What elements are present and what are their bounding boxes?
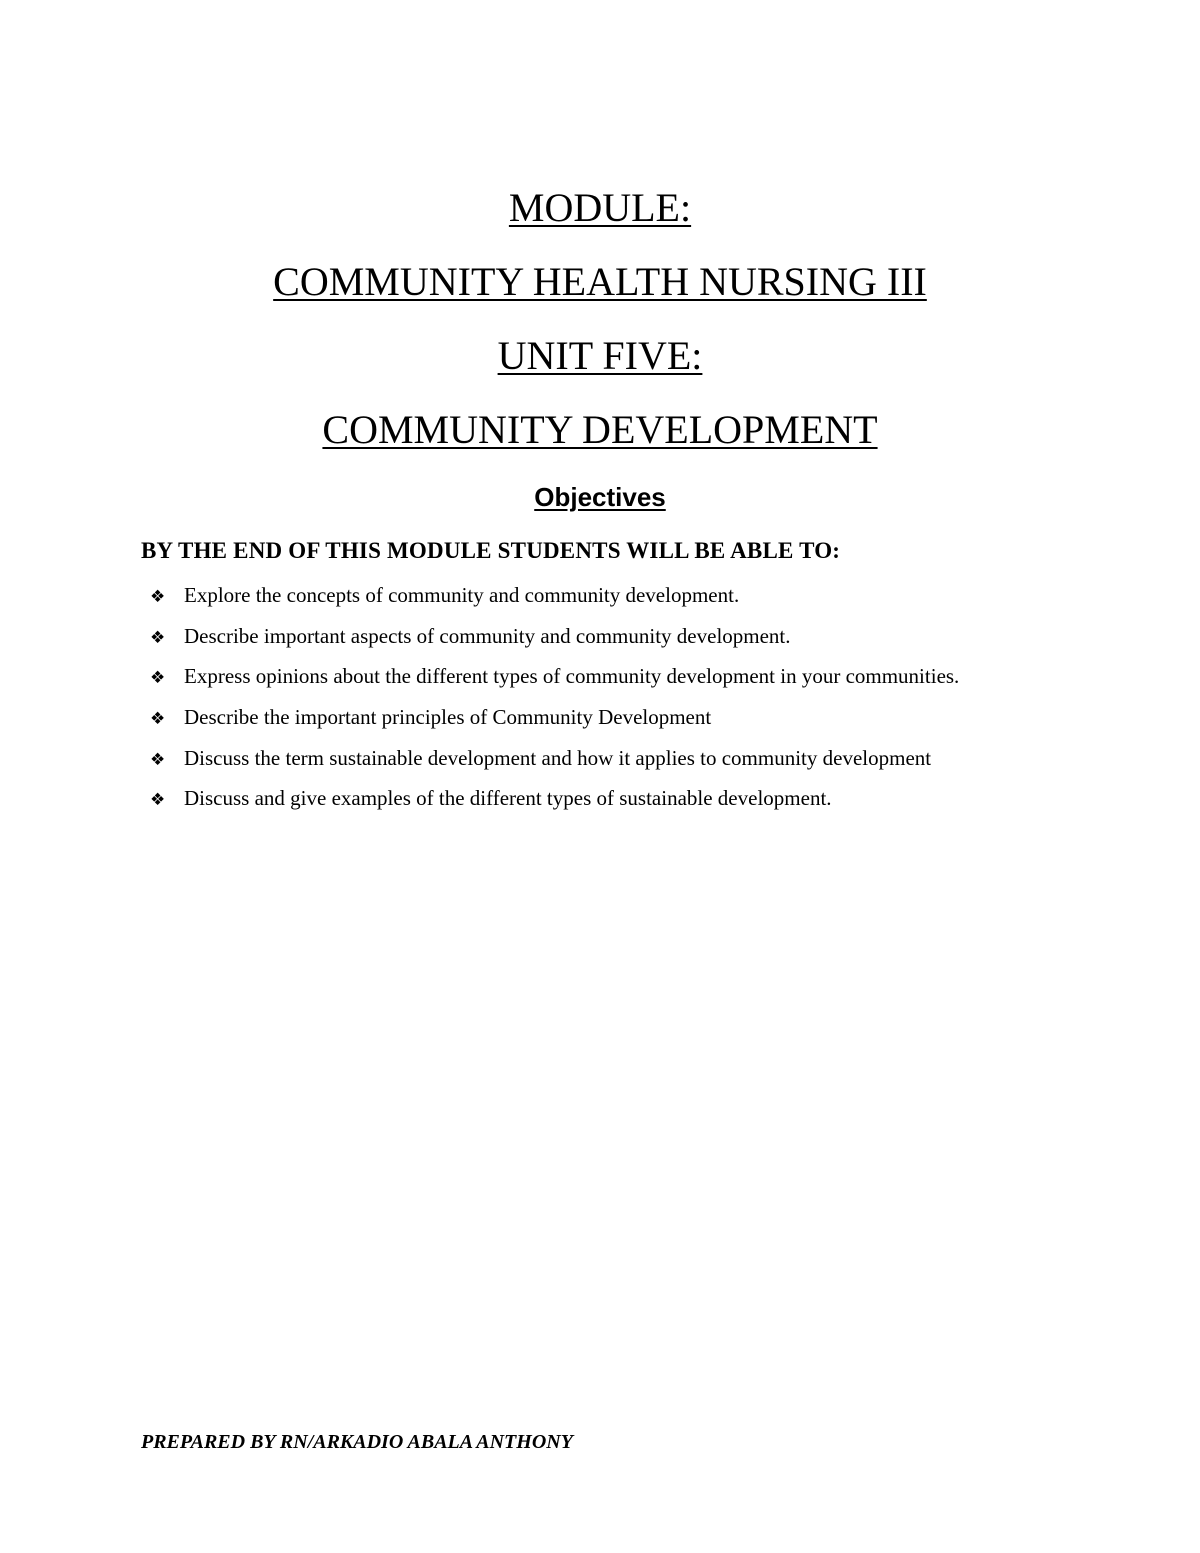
prepared-by-footer: PREPARED BY RN/ARKADIO ABALA ANTHONY: [141, 1431, 573, 1453]
four-diamond-bullet-icon: ❖: [150, 627, 166, 648]
four-diamond-bullet-icon: ❖: [150, 749, 166, 770]
objective-text: Describe important aspects of community and community development.: [184, 623, 791, 648]
objective-text: Explore the concepts of community and community development.: [184, 583, 740, 607]
module-label: MODULE:: [508, 185, 692, 230]
objective-text: Discuss and give examples of the different types of sustainable development.: [184, 786, 832, 811]
unit-title: COMMUNITY DEVELOPMENT: [322, 407, 878, 452]
objective-item: [150, 621, 959, 662]
objectives-heading: Objectives: [534, 482, 666, 512]
objective-item: [150, 702, 959, 743]
objective-text: Discuss the term sustainable development and how it applies to community development: [184, 745, 932, 770]
objectives-lead-in: BY THE END OF THIS MODULE STUDENTS WILL BE ABLE TO:: [141, 538, 841, 563]
title-block: [0, 184, 1200, 480]
four-diamond-bullet-icon: ❖: [150, 709, 166, 730]
four-diamond-bullet-icon: ❖: [150, 587, 166, 607]
four-diamond-bullet-icon: ❖: [150, 668, 166, 689]
objective-item: [150, 743, 959, 784]
objective-text: Describe the important principles of Community Development: [184, 705, 712, 730]
objective-text: Express opinions about the different types of community development in your communities.: [184, 664, 960, 689]
objectives-list: [150, 580, 959, 824]
objective-item: [150, 661, 959, 702]
four-diamond-bullet-icon: ❖: [150, 790, 166, 811]
objective-item: [150, 580, 959, 621]
objective-item: [150, 783, 959, 824]
module-title: COMMUNITY HEALTH NURSING III: [273, 259, 927, 304]
unit-label: UNIT FIVE:: [497, 333, 703, 378]
